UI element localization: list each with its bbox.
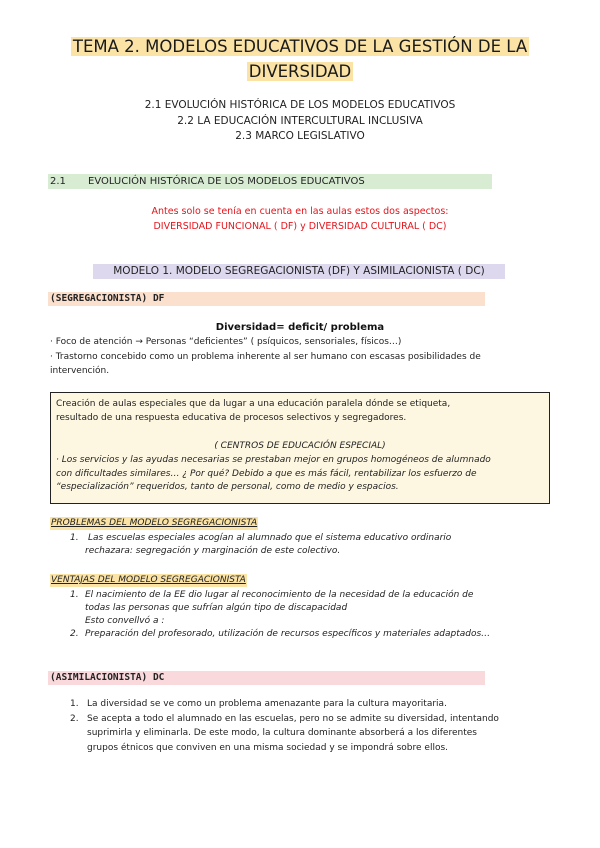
box-line: · Los servicios y las ayudas necesarias se prestaban mejor en grupos homogéneos de alumnado xyxy=(56,455,491,465)
box-centered-label: ( CENTROS DE EDUCACIÓN ESPECIAL) xyxy=(214,441,386,451)
asimilacionista-list xyxy=(70,697,550,755)
intro-line-2: DIVERSIDAD FUNCIONAL ( DF) y DIVERSIDAD CULTURAL ( DC) xyxy=(153,220,447,232)
table-of-contents xyxy=(0,98,600,145)
item-number: 2. xyxy=(70,629,79,639)
problemas-heading: PROBLEMAS DEL MODELO SEGREGACIONISTA xyxy=(51,518,258,528)
list-item xyxy=(70,697,550,712)
bullet-line: · Trastorno concebido como un problema inherente al ser humano con escasas posibilidades de xyxy=(50,351,481,362)
list-item xyxy=(70,712,550,727)
diversidad-subheading: Diversidad= deficit/ problema xyxy=(215,322,385,333)
section-label: EVOLUCIÓN HISTÓRICA DE LOS MODELOS EDUCATIVOS xyxy=(88,176,365,187)
bullet-line: · Foco de atención → Personas “deficientes” ( psíquicos, sensoriales, físicos…) xyxy=(50,337,402,347)
item-line: grupos étnicos que conviven en una misma sociedad y se impondrá sobre ellos. xyxy=(87,742,449,753)
box-line: “especialización” requeridos, tanto de personal, como de medio y espacios. xyxy=(56,482,399,492)
segregacionista-heading: (SEGREGACIONISTA) DF xyxy=(48,292,485,306)
item-line: Se acepta a todo el alumnado en las escuelas, pero no se admite su diversidad, intentando xyxy=(87,713,499,724)
item-number: 1. xyxy=(70,590,79,600)
document-title xyxy=(0,34,600,84)
title-line-1: TEMA 2. MODELOS EDUCATIVOS DE LA GESTIÓN DE LA xyxy=(72,37,528,56)
segregacionista-bullets xyxy=(50,335,550,379)
item-line: rechazara: segregación y marginación de este colectivo. xyxy=(85,546,341,556)
item-line: suprimirla y eliminarla. De este modo, la cultura dominante absorberá a los diferentes xyxy=(87,728,477,738)
list-item xyxy=(70,589,550,602)
intro-note xyxy=(0,205,600,234)
asimilacionista-heading: (ASIMILACIONISTA) DC xyxy=(48,671,485,685)
item-line: Esto convellvó a : xyxy=(85,616,165,626)
box-line: Creación de aulas especiales que da lugar a una educación paralela dónde se etiqueta, xyxy=(56,399,451,409)
item-line: El nacimiento de la EE dio lugar al reconocimiento de la necesidad de la educación de xyxy=(85,590,474,600)
list-item xyxy=(70,628,550,641)
title-line-2: DIVERSIDAD xyxy=(248,62,352,81)
ventajas-list xyxy=(70,589,550,641)
box-paragraph-2 xyxy=(56,454,546,495)
toc-item: 2.1 EVOLUCIÓN HISTÓRICA DE LOS MODELOS EDUCATIVOS xyxy=(144,99,456,111)
item-line: todas las personas que sufrían algún tipo de discapacidad xyxy=(85,603,348,613)
special-education-box xyxy=(50,392,550,504)
item-number: 2. xyxy=(70,713,79,724)
box-line: resultado de una respuesta educativa de procesos selectivos y segregadores. xyxy=(56,412,407,423)
toc-item: 2.3 MARCO LEGISLATIVO xyxy=(235,130,365,142)
model-1-heading: MODELO 1. MODELO SEGREGACIONISTA (DF) Y ASIMILACIONISTA ( DC) xyxy=(93,264,505,279)
item-number: 1. xyxy=(70,699,79,709)
toc-item: 2.2 LA EDUCACIÓN INTERCULTURAL INCLUSIVA xyxy=(177,114,423,127)
list-item xyxy=(70,532,550,545)
problemas-list xyxy=(70,532,550,558)
ventajas-heading: VENTAJAS DEL MODELO SEGREGACIONISTA xyxy=(51,575,246,585)
box-paragraph-1 xyxy=(56,398,546,425)
bullet-line: intervención. xyxy=(50,366,110,376)
item-line: La diversidad se ve como un problema amenazante para la cultura mayoritaria. xyxy=(87,699,447,709)
section-heading-2-1 xyxy=(48,174,492,189)
item-number: 1. xyxy=(70,533,79,543)
box-line: con dificultades similares… ¿ Por qué? Debido a que es más fácil, rentabilizar los esfuerzo de xyxy=(56,468,477,479)
item-line: Preparación del profesorado, utilización de recursos específicos y materiales adaptados… xyxy=(85,629,491,639)
section-number: 2.1 xyxy=(50,176,66,187)
intro-line-1: Antes solo se tenía en cuenta en las aulas estos dos aspectos: xyxy=(151,206,449,217)
item-line: Las escuelas especiales acogían al alumnado que el sistema educativo ordinario xyxy=(88,533,452,543)
